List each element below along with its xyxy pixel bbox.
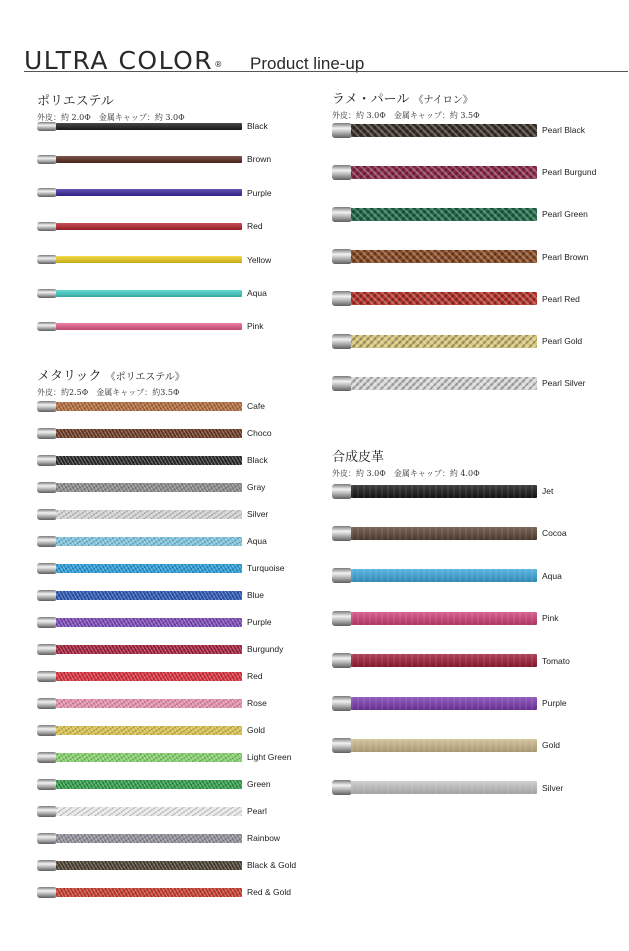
color-label: Pearl Silver: [542, 378, 586, 389]
cord-swatch: [56, 156, 242, 163]
cord-item: [332, 120, 622, 140]
color-label: Pearl Gold: [542, 336, 583, 346]
metal-cap: [37, 752, 57, 763]
cord-item: [37, 116, 307, 136]
cord-item: [37, 828, 307, 848]
metal-cap: [37, 155, 57, 164]
cord-item: [37, 283, 307, 303]
cord-swatch: [56, 429, 242, 438]
section-spec: 外皮：約 3.0Φ 金属キャップ：約 4.0Φ: [332, 469, 480, 478]
metal-cap: [37, 401, 57, 412]
cord-swatch: [351, 654, 537, 667]
metal-cap: [332, 207, 352, 222]
color-label: Turquoise: [247, 563, 285, 573]
metal-cap: [332, 334, 352, 349]
color-label: Pearl Red: [542, 293, 580, 304]
color-label: Gray: [247, 482, 266, 492]
cord-swatch: [56, 888, 242, 897]
section-title: ポリエステル: [37, 94, 114, 109]
cord-item: [37, 747, 307, 767]
section-spec: 外皮：約2.5Φ 金属キャップ：約3.5Φ: [37, 388, 180, 397]
color-label: Yellow: [247, 254, 272, 265]
metal-cap: [37, 563, 57, 574]
cord-item: [37, 720, 307, 740]
cord-swatch: [351, 208, 537, 221]
cord-swatch: [351, 485, 537, 498]
metal-cap: [332, 165, 352, 180]
cord-swatch: [56, 223, 242, 230]
color-label: Pearl Brown: [542, 251, 589, 262]
metal-cap: [37, 122, 57, 131]
section-spec: 外皮：約 2.0Φ 金属キャップ：約 3.0Φ: [37, 113, 185, 122]
color-label: Aqua: [247, 288, 267, 298]
cord-swatch: [56, 753, 242, 762]
cord-item: [332, 331, 622, 351]
cord-swatch: [351, 739, 537, 752]
cord-swatch: [56, 189, 242, 196]
section-title: 合成皮革: [332, 450, 385, 465]
cord-item: [332, 247, 622, 267]
metal-cap: [332, 696, 352, 711]
color-label: Pink: [247, 321, 264, 332]
color-label: Cocoa: [542, 528, 567, 539]
color-label: Pink: [542, 613, 559, 624]
cord-swatch: [56, 564, 242, 573]
cord-item: [332, 608, 622, 628]
cord-swatch: [56, 123, 242, 130]
cord-swatch: [351, 697, 537, 710]
cord-swatch: [56, 780, 242, 789]
color-label: Choco: [247, 428, 272, 438]
color-label: Tomato: [542, 655, 570, 666]
cord-swatch: [351, 124, 537, 137]
color-label: Light Green: [247, 752, 292, 762]
cord-swatch: [351, 335, 537, 348]
cord-swatch: [56, 290, 242, 297]
color-label: Black: [247, 121, 268, 131]
cord-swatch: [56, 861, 242, 870]
cord-item: [37, 450, 307, 470]
color-label: Pearl Burgund: [542, 167, 597, 178]
color-label: Gold: [542, 740, 560, 751]
cord-item: [37, 774, 307, 794]
metal-cap: [332, 376, 352, 391]
metal-cap: [37, 289, 57, 298]
color-label: Pearl: [247, 806, 267, 816]
metal-cap: [37, 482, 57, 493]
color-label: Burgundy: [247, 644, 284, 654]
metal-cap: [37, 671, 57, 682]
color-label: Aqua: [247, 536, 267, 546]
cord-swatch: [56, 456, 242, 465]
cord-swatch: [351, 781, 537, 794]
cord-swatch: [56, 510, 242, 519]
cord-swatch: [56, 807, 242, 816]
cord-swatch: [351, 569, 537, 582]
cord-item: [37, 801, 307, 821]
cord-item: [37, 149, 307, 169]
brand-logo: ULTRA COLOR®: [24, 46, 224, 75]
cord-item: [332, 373, 622, 393]
cord-swatch: [56, 699, 242, 708]
section-title: メタリック 《ポリエステル》: [37, 369, 185, 384]
cord-item: [332, 566, 622, 586]
cord-item: [37, 558, 307, 578]
color-label: Silver: [542, 782, 564, 793]
cord-item: [37, 531, 307, 551]
cord-item: [37, 855, 307, 875]
metal-cap: [37, 322, 57, 331]
cord-item: [332, 651, 622, 671]
cord-swatch: [56, 323, 242, 330]
cord-item: [332, 289, 622, 309]
color-label: Pearl Black: [542, 125, 585, 135]
metal-cap: [332, 526, 352, 541]
cord-item: [37, 423, 307, 443]
cord-item: [332, 693, 622, 713]
metal-cap: [37, 188, 57, 197]
color-label: Red: [247, 671, 263, 681]
metal-cap: [332, 249, 352, 264]
cord-item: [332, 204, 622, 224]
cord-item: [332, 735, 622, 755]
color-label: Rainbow: [247, 833, 281, 843]
metal-cap: [332, 780, 352, 795]
color-label: Purple: [247, 617, 272, 627]
cord-swatch: [56, 645, 242, 654]
metal-cap: [37, 860, 57, 871]
section-title: ラメ・パール 《ナイロン》: [332, 92, 473, 107]
metal-cap: [332, 123, 352, 138]
color-label: Green: [247, 779, 271, 789]
color-label: Red: [247, 221, 263, 232]
metal-cap: [37, 806, 57, 817]
metal-cap: [37, 887, 57, 898]
metal-cap: [37, 428, 57, 439]
metal-cap: [37, 455, 57, 466]
header: [24, 40, 628, 80]
registered-mark: ®: [214, 60, 224, 69]
metal-cap: [332, 653, 352, 668]
metal-cap: [37, 617, 57, 628]
metal-cap: [37, 590, 57, 601]
color-label: Silver: [247, 509, 269, 519]
cord-item: [37, 250, 307, 270]
cord-item: [332, 162, 622, 182]
metal-cap: [37, 509, 57, 520]
metal-cap: [37, 536, 57, 547]
cord-swatch: [56, 256, 242, 263]
cord-swatch: [351, 377, 537, 390]
metal-cap: [332, 611, 352, 626]
cord-item: [37, 585, 307, 605]
cord-swatch: [56, 537, 242, 546]
cord-swatch: [351, 292, 537, 305]
cord-swatch: [56, 483, 242, 492]
cord-swatch: [56, 618, 242, 627]
section-metallic: [37, 369, 307, 897]
color-label: Cafe: [247, 401, 265, 411]
cord-item: [37, 639, 307, 659]
cord-item: [332, 523, 622, 543]
cord-item: [37, 693, 307, 713]
cord-item: [37, 882, 307, 902]
cord-item: [37, 477, 307, 497]
section-synthetic-leather: [332, 450, 622, 793]
metal-cap: [332, 291, 352, 306]
color-label: Rose: [247, 698, 267, 708]
cord-swatch: [56, 402, 242, 411]
color-label: Aqua: [542, 570, 562, 581]
metal-cap: [37, 833, 57, 844]
cord-item: [332, 778, 622, 798]
metal-cap: [332, 568, 352, 583]
cord-swatch: [351, 612, 537, 625]
metal-cap: [37, 725, 57, 736]
metal-cap: [37, 644, 57, 655]
section-lame-pearl: [332, 92, 622, 389]
metal-cap: [37, 222, 57, 231]
section-spec: 外皮：約 3.0Φ 金属キャップ：約 3.5Φ: [332, 111, 480, 120]
cord-swatch: [56, 672, 242, 681]
metal-cap: [37, 779, 57, 790]
color-label: Red & Gold: [247, 887, 291, 897]
color-label: Black & Gold: [247, 860, 297, 870]
color-label: Black: [247, 455, 268, 465]
cord-swatch: [351, 166, 537, 179]
header-divider: [24, 71, 628, 72]
cord-swatch: [351, 527, 537, 540]
cord-item: [37, 216, 307, 236]
metal-cap: [332, 484, 352, 499]
cord-swatch: [351, 250, 537, 263]
color-label: Gold: [247, 725, 265, 735]
metal-cap: [37, 255, 57, 264]
cord-item: [37, 504, 307, 524]
cord-item: [37, 612, 307, 632]
metal-cap: [37, 698, 57, 709]
cord-swatch: [56, 591, 242, 600]
metal-cap: [332, 738, 352, 753]
color-label: Brown: [247, 154, 272, 165]
section-polyester: [37, 94, 307, 332]
cord-item: [37, 396, 307, 416]
cord-item: [37, 183, 307, 203]
cord-swatch: [56, 834, 242, 843]
page-subtitle: Product line-up: [250, 54, 365, 73]
cord-item: [37, 666, 307, 686]
cord-swatch: [56, 726, 242, 735]
color-label: Purple: [542, 698, 567, 708]
cord-item: [37, 316, 307, 336]
color-label: Purple: [247, 187, 272, 198]
color-label: Pearl Green: [542, 209, 588, 220]
color-label: Blue: [247, 590, 265, 600]
cord-item: [332, 481, 622, 501]
color-label: Jet: [542, 486, 554, 496]
